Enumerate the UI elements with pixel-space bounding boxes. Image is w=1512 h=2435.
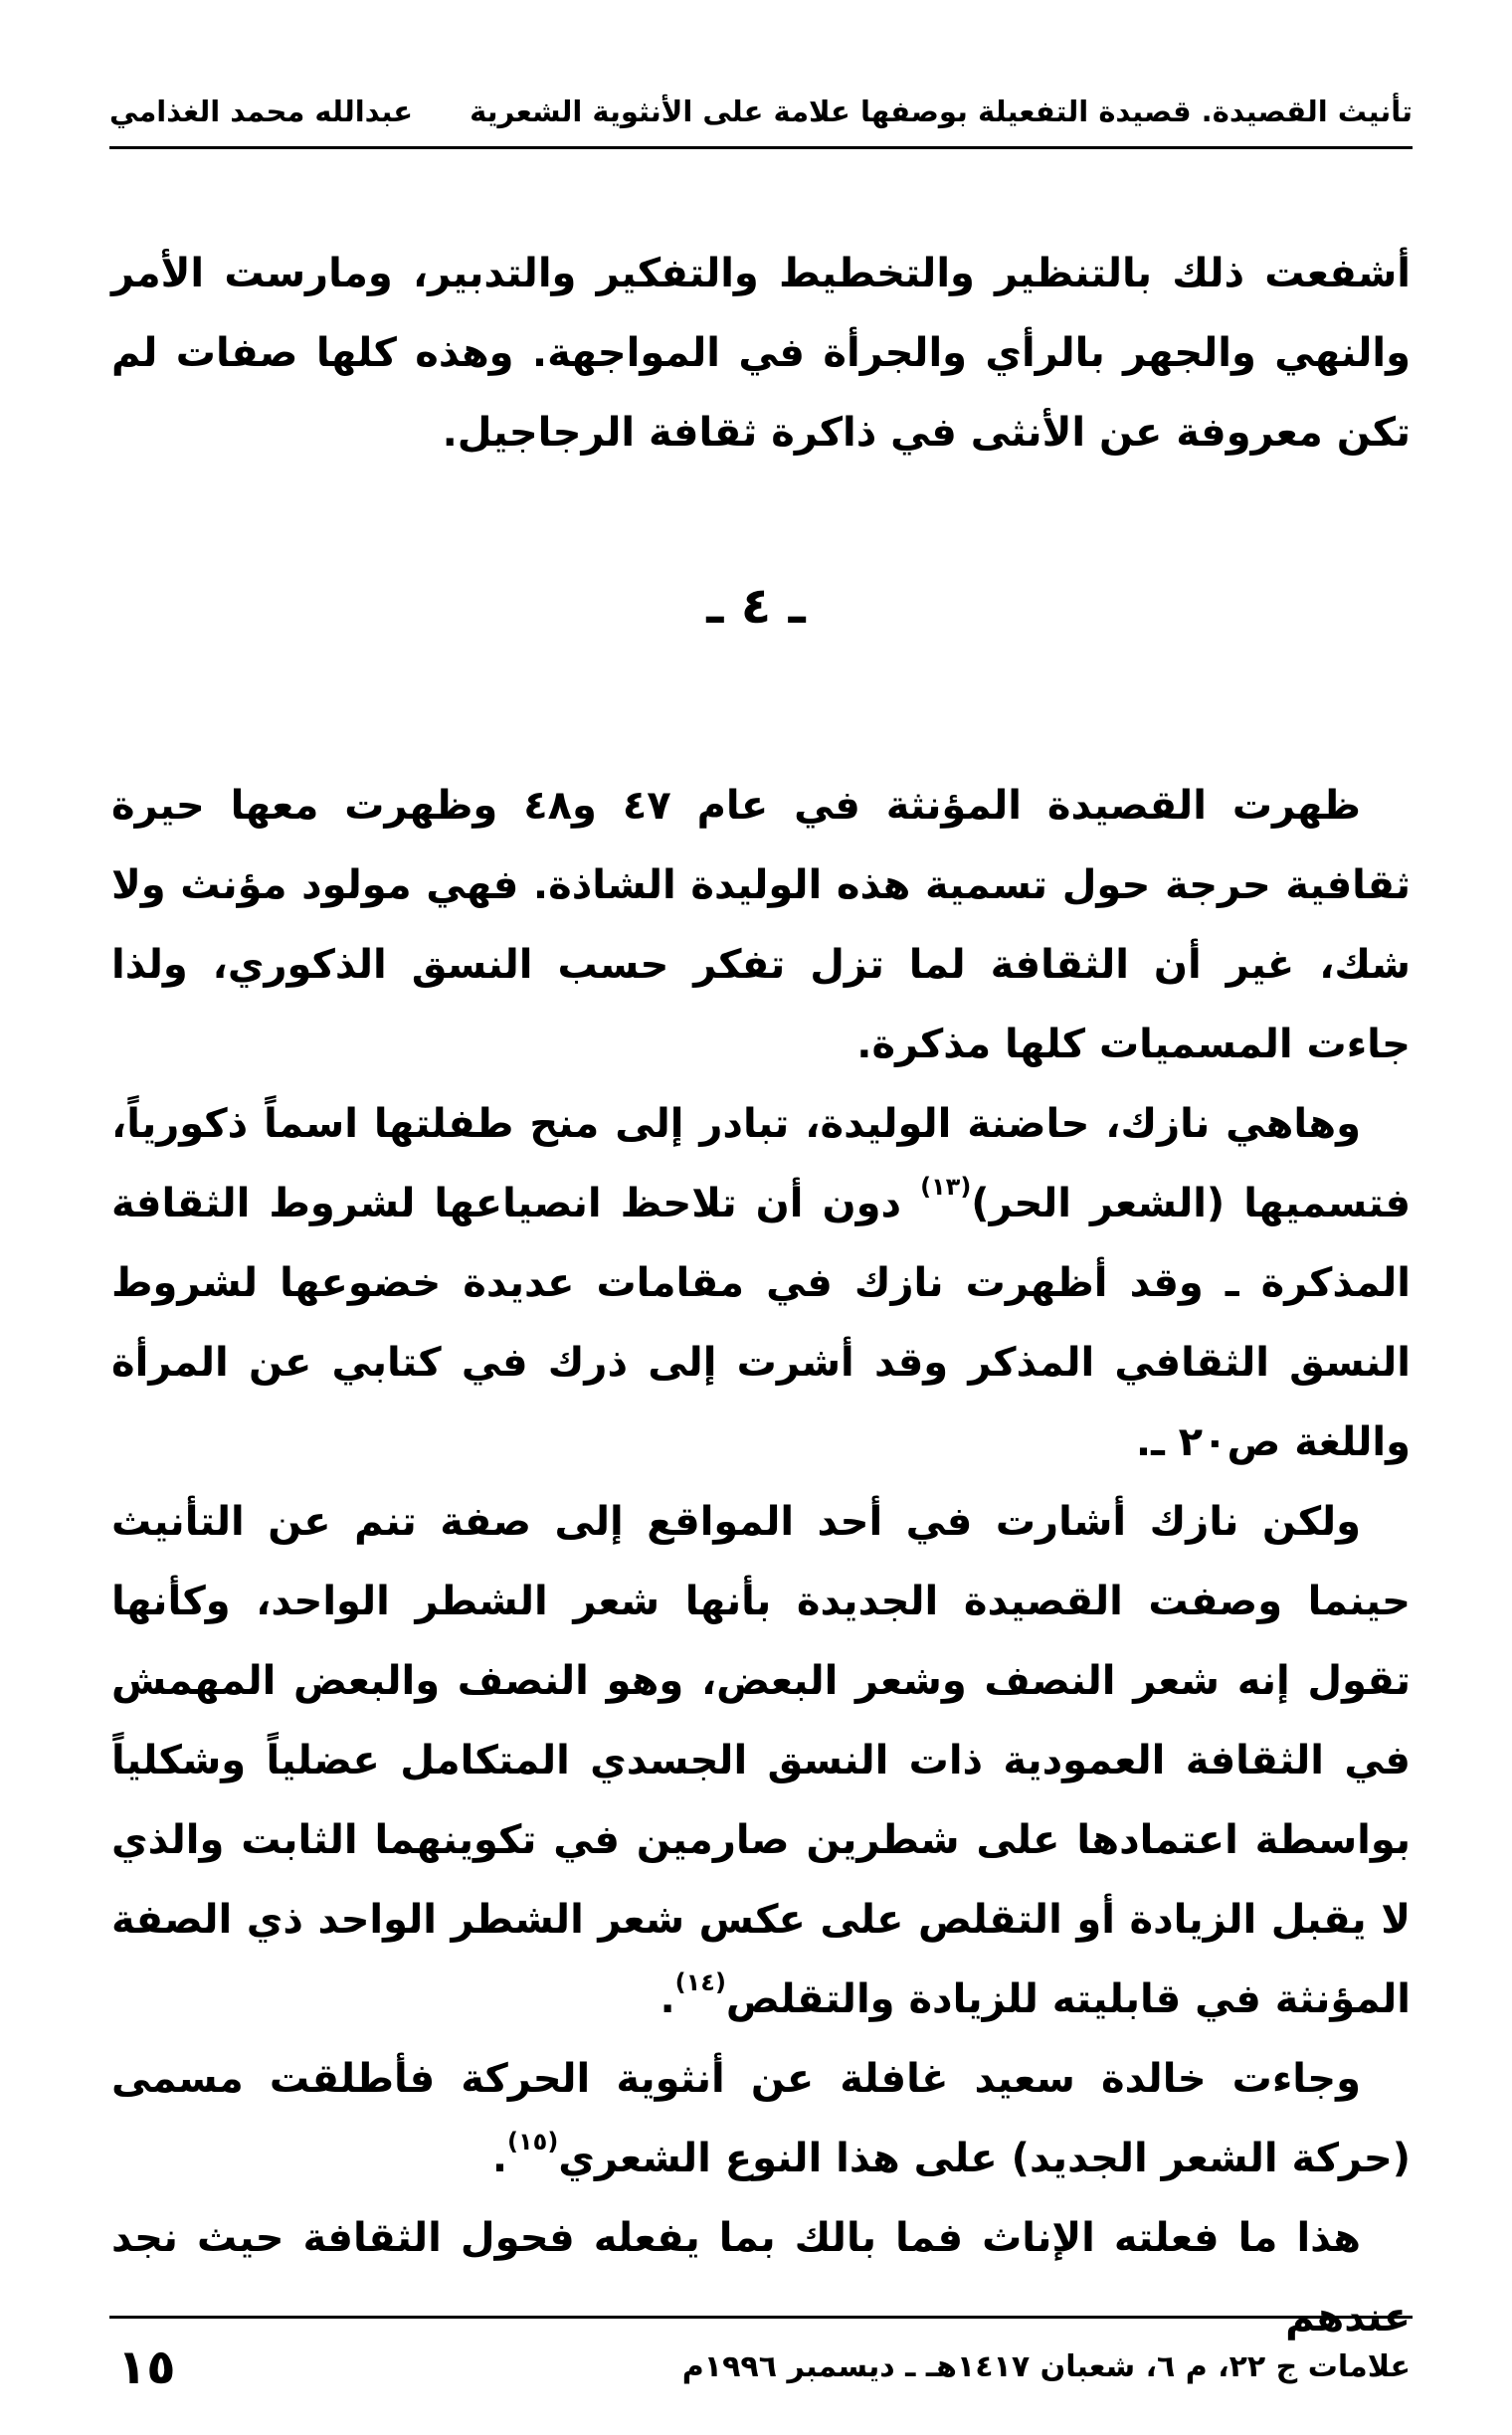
intro-paragraph: أشفعت ذلك بالتنظير والتخطيط والتفكير والتدبير، ومارست الأمر والنهي والجهر بالرأي والجرأة في المواجهة. وهذه كلها صفات لم تكن معروفة عن الأنثى في ذاكرة ثقافة الرجاجيل. (111, 251, 1411, 456)
footnote-ref-15: (١٥) (507, 2128, 559, 2155)
main-text (111, 766, 1411, 2357)
header-rule (109, 146, 1413, 149)
footer-rule (109, 2316, 1413, 2319)
footnote-ref-14: (١٤) (674, 1968, 726, 1996)
paragraph-2-part-b: دون أن تلاحظ انصياعها لشروط الثقافة المذكرة ـ وقد أظهرت نازك في مقامات عديدة خضوعها لشروط النسق الثقافي المذكر وقد أشرت إلى ذرك في كتابي عن المرأة واللغة ص٢٠ ـ. (111, 1181, 1411, 1465)
paragraph-4-part-a: وجاءت خالدة سعيد غافلة عن أنثوية الحركة فأطلقت مسمى (حركة الشعر الجديد) على هذا النوع الشعري (111, 2056, 1411, 2181)
paragraph-3 (111, 1482, 1411, 2039)
paragraph-1: ظهرت القصيدة المؤنثة في عام ٤٧ و٤٨ وظهرت معها حيرة ثقافية حرجة حول تسمية هذه الوليدة الشاذة. فهي مولود مؤنث ولا شك، غير أن الثقافة لما تزل تفكر حسب النسق الذكوري، ولذا جاءت المسميات كلها مذكرة. (111, 783, 1411, 1067)
running-header (109, 82, 1413, 141)
paragraph-2-part-a: وهاهي نازك، حاضنة الوليدة، تبادر إلى منح طفلتها اسماً ذكورياً، فتسميها (الشعر الحر) (111, 1101, 1412, 1226)
paragraph-4 (111, 2039, 1411, 2198)
intro-block (111, 234, 1411, 472)
journal-info: علامات ج ٢٢، م ٦، شعبان ١٤١٧هـ ـ ديسمبر ١٩٩٦م (681, 2349, 1411, 2384)
paragraph-5: هذا ما فعلته الإناث فما بالك بما يفعله فحول الثقافة حيث نجد عندهم (111, 2215, 1411, 2341)
header-title: تأنيث القصيدة. قصيدة التفعيلة بوصفها علامة على الأنثوية الشعرية (470, 94, 1413, 128)
header-author: عبدالله محمد الغذامي (109, 94, 414, 128)
paragraph-3-part-a: ولكن نازك أشارت في أحد المواقع إلى صفة تنم عن التأنيث حينما وصفت القصيدة الجديدة بأنها شعر الشطر الواحد، وكأنها تقول إنه شعر النصف وشعر البعض، وهو النصف والبعض المهمش في الثقافة العمودية ذات النسق الجسدي المتكامل عضلياً وشكلياً بواسطة اعتمادها على شطرين صارمين في تكوينهما الثابت والذي لا يقبل الزيادة أو التقلص على عكس شعر الشطر الواحد ذي الصفة المؤنثة في قابليته للزيادة والتقلص (111, 1499, 1411, 2022)
paragraph-2 (111, 1084, 1411, 1482)
paragraph-4-part-b: . (491, 2136, 508, 2181)
section-number: ـ ٤ ـ (706, 577, 806, 635)
paragraph-3-part-b: . (660, 1976, 675, 2022)
page-number: ١٥ (117, 2340, 176, 2395)
footnote-ref-13: (١٣) (920, 1173, 972, 1201)
